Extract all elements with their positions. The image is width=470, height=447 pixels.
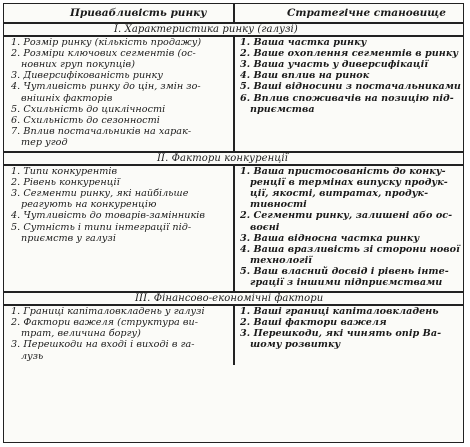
left-item-line: внішніх факторів — [21, 92, 113, 104]
left-item-line: 3. Перешкоди на вході і виході в га- — [11, 339, 195, 351]
right-item-line: ції, якості, витратах, продук- — [250, 188, 429, 200]
left-item-line: трат, величина боргу) — [21, 328, 141, 340]
right-item-line: тивності — [250, 199, 307, 211]
right-item-line: ренції в термінах випуску продук- — [250, 177, 448, 189]
column-divider — [233, 164, 235, 291]
left-item-line: 4. Чутливість до товарів-замінників — [11, 210, 206, 222]
right-item-line: 2. Ваше охоплення сегментів в ринку — [240, 48, 459, 60]
section-title: III. Фінансово-економічні фактори — [135, 292, 324, 304]
left-item-line: 1. Границі капіталовкладень у галузі — [11, 306, 205, 318]
right-item-line: 2. Сегменти ринку, залишені або ос- — [240, 210, 453, 222]
right-item-line: 4. Ваша вразливість зі сторони нової — [240, 243, 460, 255]
left-item-line: 3. Сегменти ринку, які найбільше — [11, 188, 189, 200]
left-item-line: приємств у галузі — [21, 232, 116, 244]
right-item-line: приємства — [250, 103, 315, 115]
right-item-line: грації з іншими підприємствами — [250, 277, 443, 288]
left-item-line: 2. Фактори важеля (структура ви- — [11, 317, 199, 329]
left-item-line: новних груп покупців) — [21, 59, 135, 71]
left-item-line: 3. Диверсифікованість ринку — [11, 70, 163, 82]
right-item-line: 3. Перешкоди, які чинять опір Ва- — [240, 328, 442, 340]
left-item-line: 7. Вплив постачальників на харак- — [11, 125, 192, 137]
left-item-line: тер угод — [21, 136, 68, 148]
left-item-line: 5. Сутність і типи інтеграції під- — [11, 221, 192, 233]
left-item-line: 1. Типи конкурентів — [11, 166, 118, 177]
left-item-line: 2. Розміри ключових сегментів (ос- — [11, 48, 196, 60]
right-item-line: 6. Вплив споживачів на позицію під- — [240, 92, 454, 104]
left-item-line: 5. Схильність до циклічності — [11, 103, 166, 115]
column-divider — [233, 304, 235, 365]
right-item-line: технології — [250, 254, 312, 266]
right-item-line: 4. Ваш вплив на ринок — [240, 70, 370, 82]
left-item-line: лузь — [21, 350, 44, 362]
header-left: Привабливість ринку — [70, 7, 207, 19]
right-item-line: 1. Ваші границі капіталовкладень — [240, 306, 439, 318]
section-title: І. Характеристика ринку (галузі) — [114, 23, 298, 35]
section-title: II. Фактори конкуренції — [157, 152, 288, 164]
left-item-line: 1. Розмір ринку (кількість продажу) — [11, 37, 202, 48]
left-item-line: 2. Рівень конкуренції — [11, 177, 120, 189]
right-item-line: 3. Ваша відносна частка ринку — [240, 232, 420, 244]
header-right: Стратегічне становище — [287, 7, 446, 19]
right-item-line: 1. Ваша пристосованість до конку- — [240, 166, 446, 177]
right-item-line: 3. Ваша участь у диверсифікації — [240, 59, 429, 71]
left-item-line: 6. Схильність до сезонності — [11, 114, 160, 126]
column-divider-header — [233, 4, 235, 22]
strategy-table — [3, 3, 464, 443]
column-divider — [233, 35, 235, 151]
left-item-line: реагують на конкуренцію — [21, 199, 157, 211]
right-item-line: воєні — [250, 221, 280, 233]
right-item-line: 2. Ваші фактори важеля — [240, 317, 387, 329]
left-item-line: 4. Чутливість ринку до цін, змін зо- — [11, 81, 201, 93]
right-item-line: шому розвитку — [250, 339, 341, 351]
right-item-line: 5. Ваш власний досвід і рівень інте- — [240, 265, 449, 277]
right-item-line: 1. Ваша частка ринку — [240, 37, 367, 48]
right-item-line: 5. Ваші відносини з постачальниками — [240, 81, 461, 93]
